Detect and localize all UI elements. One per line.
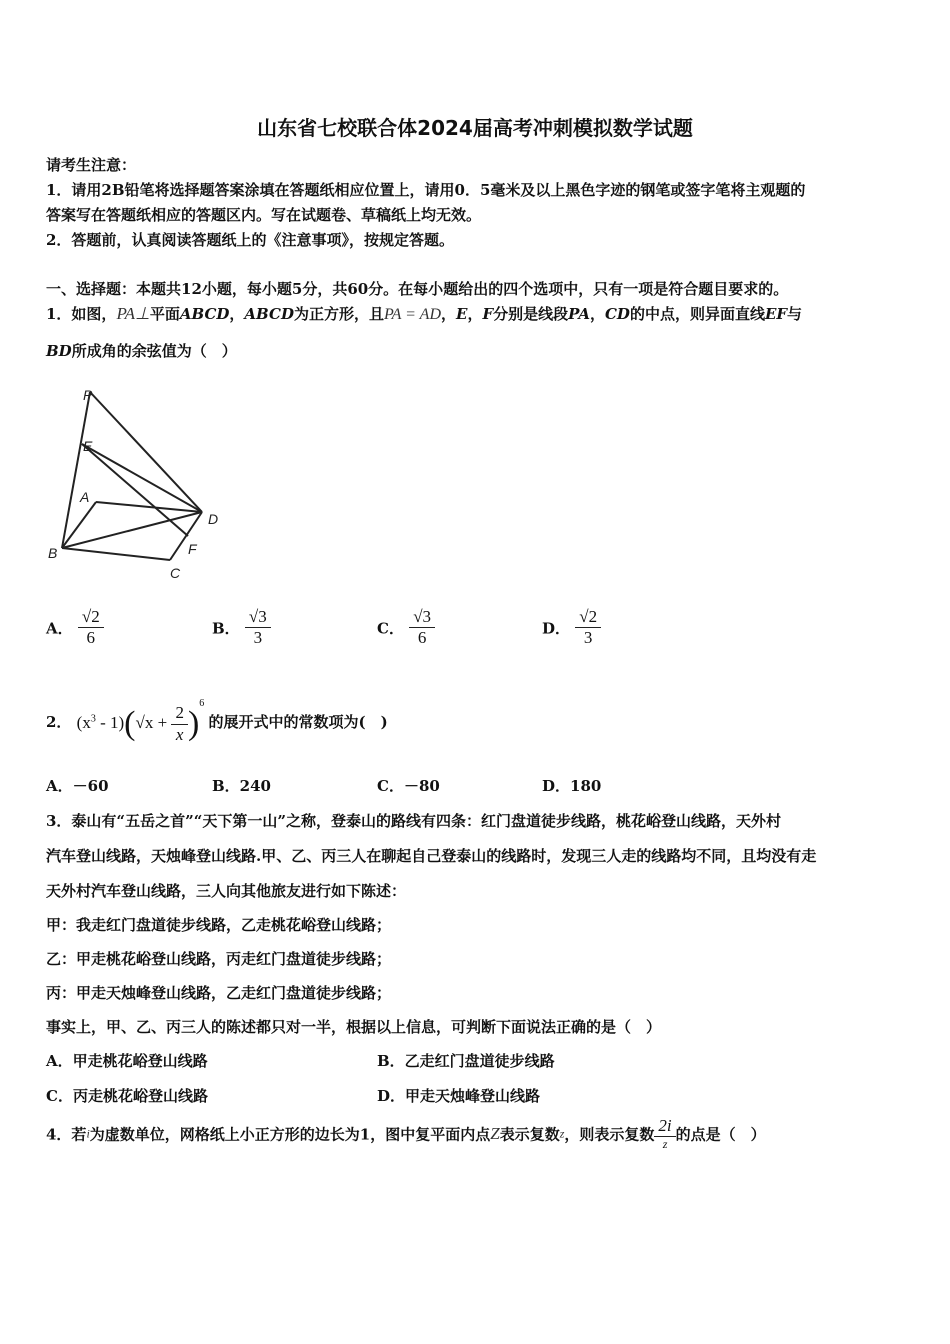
q1-option-a[interactable]: A． $\frac{√2}{6}$ <box>46 607 104 649</box>
label-f: F <box>188 541 197 557</box>
label-c: C <box>170 565 181 581</box>
label-e: E <box>83 438 93 454</box>
q3-statement-bing: 丙：甲走天烛峰登山线路，乙走红门盘道徒步线路； <box>46 984 392 1002</box>
q3-option-a[interactable]: A．甲走桃花峪登山线路 <box>46 1052 208 1070</box>
q2-option-d[interactable]: D．180 <box>542 777 602 795</box>
q1-line2: BD所成角的余弦值为（ ） <box>46 342 237 360</box>
q3-line: 3．泰山有“五岳之首”“天下第一山”之称，登泰山的路线有四条：红门盘道徒步线路，桃花峪登山线路，天外村 <box>46 812 781 830</box>
q3-line: 天外村汽车登山线路，三人向其他旅友进行如下陈述： <box>46 882 407 900</box>
notice-item: 答案写在答题纸相应的答题区内。写在试题卷、草稿纸上均无效。 <box>46 206 482 224</box>
q3-statement-yi: 乙：甲走桃花峪登山线路，丙走红门盘道徒步线路； <box>46 950 392 968</box>
q2-line: 2． $(x^3 - 1)(√x$ + $\frac{2}{x}$ )$^6$ 的展开式中的常数项为( ) <box>46 698 388 744</box>
edge-pd <box>90 392 202 512</box>
q3-line: 汽车登山线路，天烛峰登山线路.甲、乙、丙三人在聊起自己登泰山的线路时，发现三人走的线路均不同，且均没有走 <box>46 847 817 865</box>
q1-option-b[interactable]: B． $\frac{√3}{3}$ <box>212 607 271 649</box>
label-b: B <box>48 545 58 561</box>
section-heading: 一、选择题：本题共12小题，每小题5分，共60分。在每小题给出的四个选项中，只有一项是符合题目要求的。 <box>46 280 789 298</box>
notice-item: 1．请用2B铅笔将选择题答案涂填在答题纸相应位置上，请用0．5毫米及以上黑色字迹的钢笔或签字笔将主观题的 <box>46 181 806 199</box>
q3-option-d[interactable]: D．甲走天烛峰登山线路 <box>377 1087 541 1105</box>
label-a: A <box>80 489 90 505</box>
edge-ef <box>82 444 188 536</box>
pa-perp-formula: PA⊥ <box>116 304 150 323</box>
q3-question: 事实上，甲、乙、丙三人的陈述都只对一半，根据以上信息，可判断下面说法正确的是（ ） <box>46 1018 662 1036</box>
q2-formula: $(x^3 - 1)(√x$ + $\frac{2}{x}$ )$^6$ <box>76 698 205 744</box>
q1-line1: 1．如图，PA⊥平面ABCD，ABCD为正方形，且PA = AD，E，F分别是线段PA，CD的中点，则异面直线EF与 <box>46 304 803 323</box>
q3-statement-jia: 甲：我走红门盘道徒步线路，乙走桃花峪登山线路； <box>46 916 392 934</box>
q1-option-d[interactable]: D． $\frac{√2}{3}$ <box>542 607 601 649</box>
label-p: P <box>83 387 93 403</box>
q2-option-b[interactable]: B．240 <box>212 777 271 795</box>
q2-option-a[interactable]: A．－60 <box>46 777 109 795</box>
edge-bc <box>62 548 170 560</box>
notice-item: 2．答题前，认真阅读答题纸上的《注意事项》，按规定答题。 <box>46 231 454 249</box>
label-d: D <box>208 511 219 527</box>
pa-eq-ad-formula: PA = AD <box>383 306 441 323</box>
q3-option-c[interactable]: C．丙走桃花峪登山线路 <box>46 1087 208 1105</box>
page-title: 山东省七校联合体2024届高考冲刺模拟数学试题 <box>257 116 693 140</box>
q2-option-c[interactable]: C．－80 <box>377 777 440 795</box>
notice-heading: 请考生注意： <box>46 156 137 174</box>
pyramid-figure <box>40 380 240 590</box>
q4-line: 4．若i为虚数单位，网格纸上小正方形的边长为1，图中复平面内点Z表示复数z，则表示复数 $\frac{2i}{z}$ 的点是（ ） <box>46 1116 766 1152</box>
q1-option-c[interactable]: C． $\frac{√3}{6}$ <box>377 607 435 649</box>
q3-option-b[interactable]: B．乙走红门盘道徒步线路 <box>377 1052 555 1070</box>
edge-pb <box>62 392 90 548</box>
